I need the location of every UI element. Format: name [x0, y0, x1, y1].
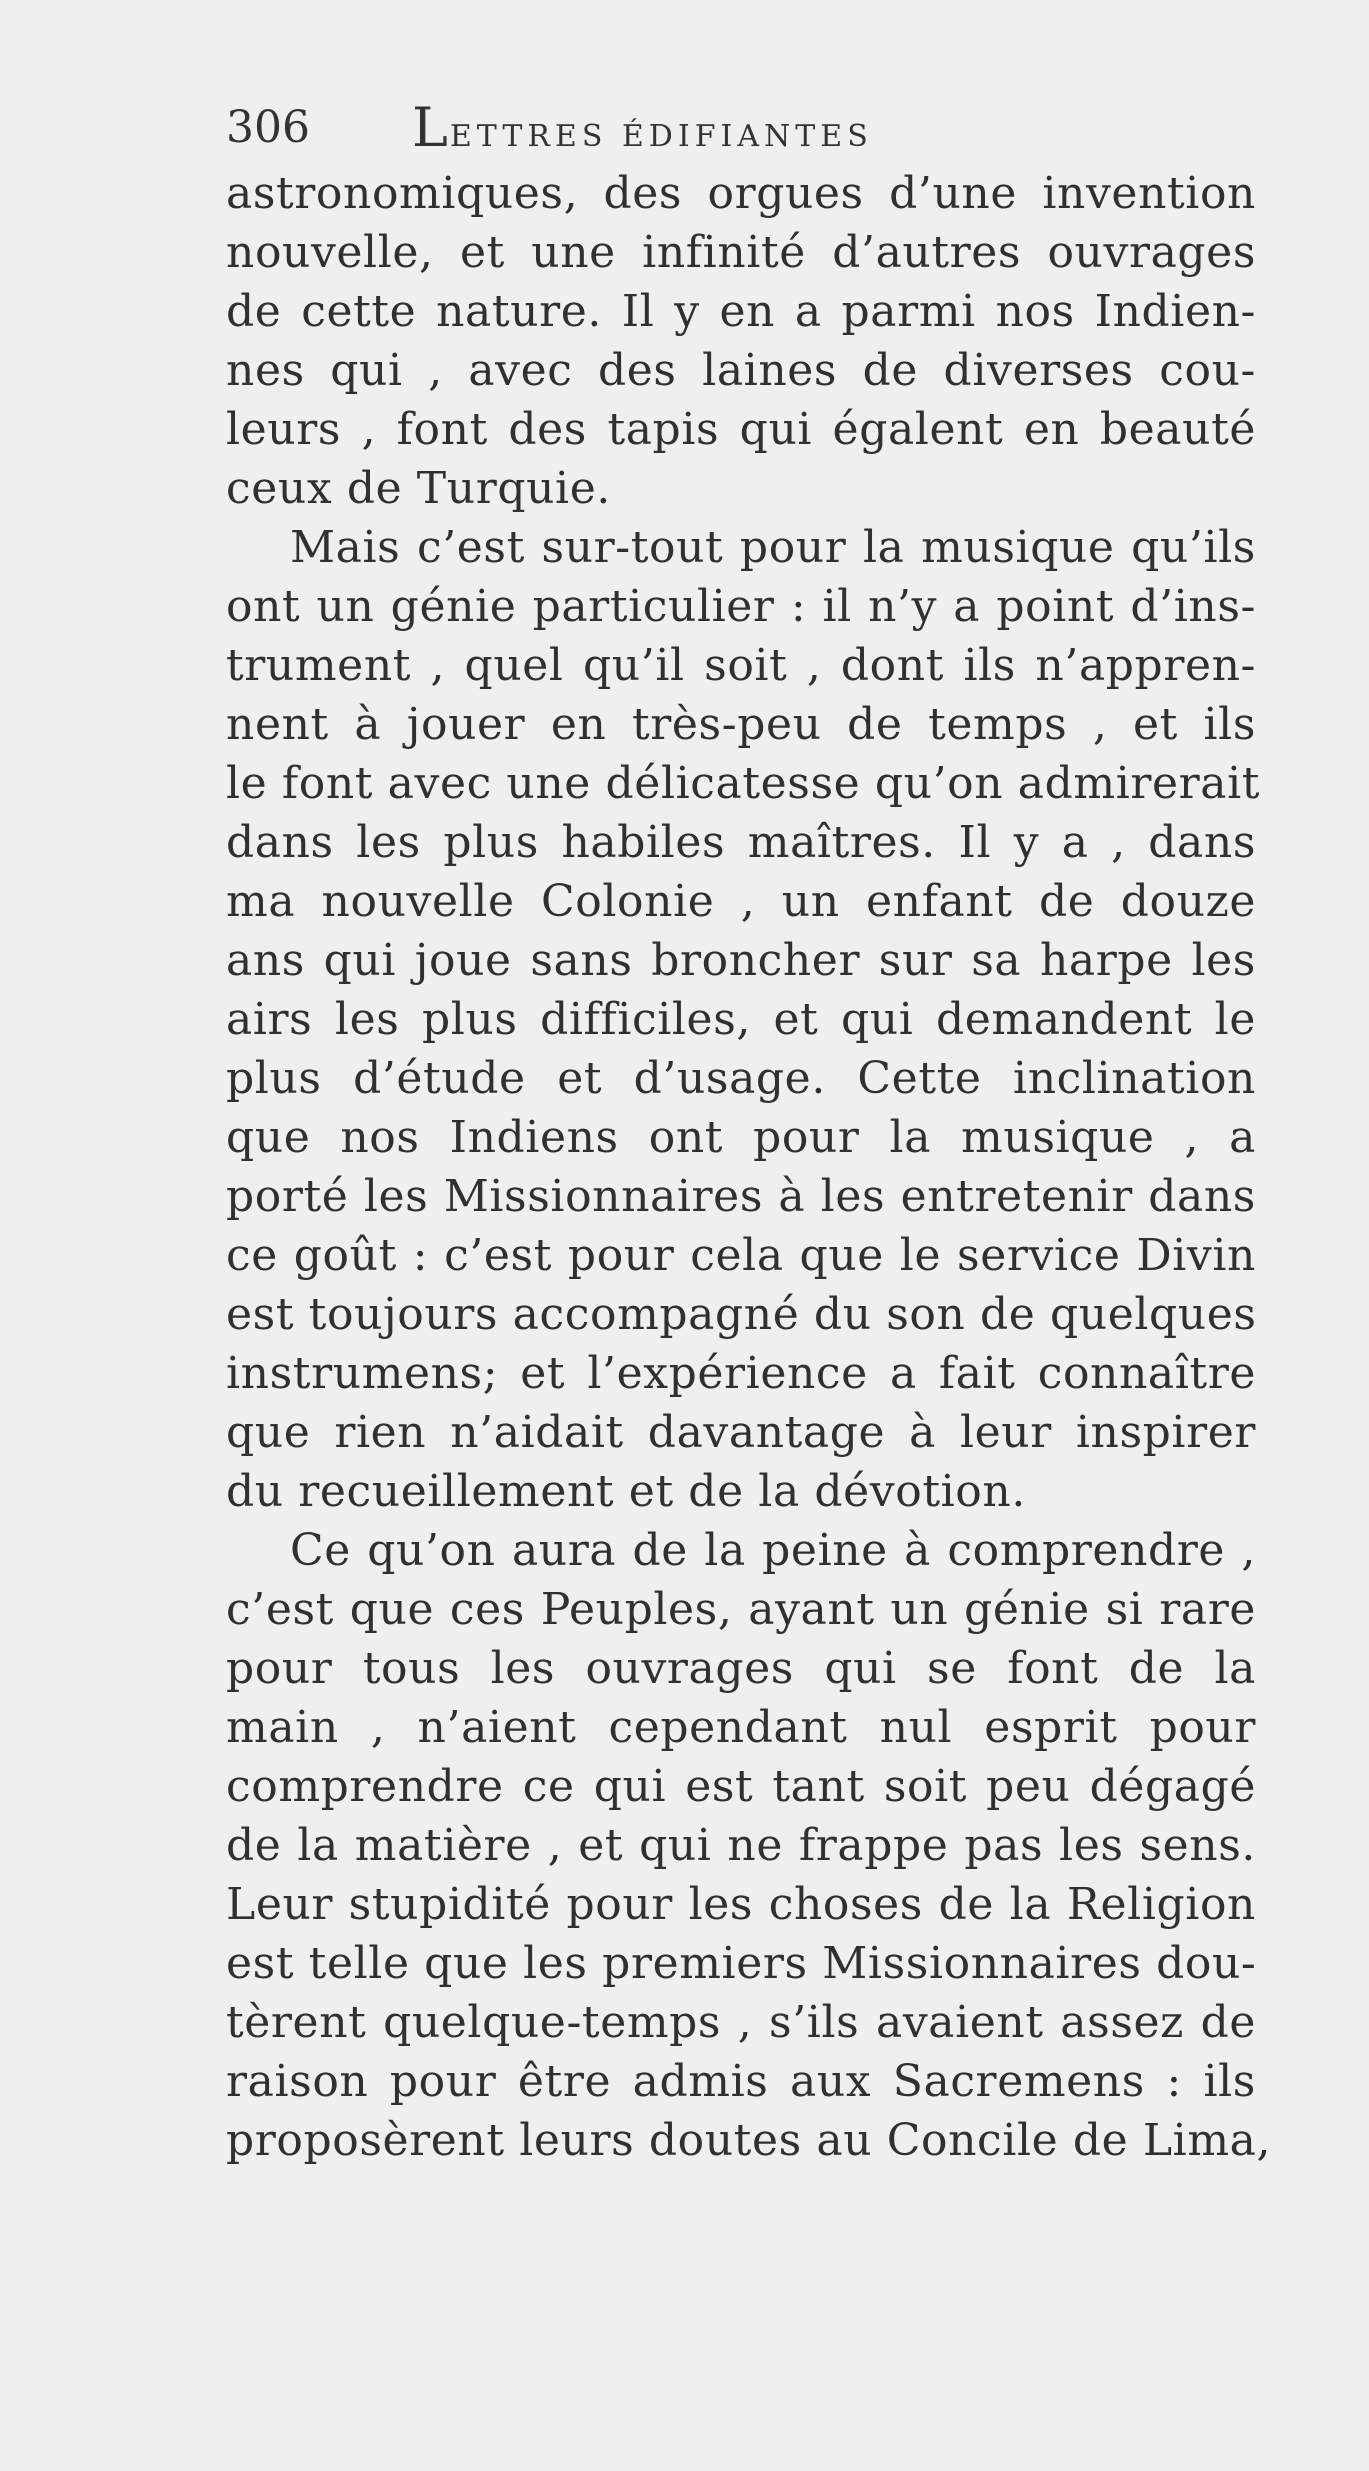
text-line: est telle que les premiers Missionnaires dou-	[226, 1938, 1257, 1989]
text-line: airs les plus difficiles, et qui demandent le	[226, 994, 1256, 1045]
text-line: ont un génie particulier : il n’y a point d’ins-	[226, 581, 1256, 632]
text-line: instrumens; et l’expérience a fait connaître	[226, 1348, 1256, 1399]
text-line: nent à jouer en très-peu de temps , et ils	[226, 699, 1256, 750]
text-line: ce goût : c’est pour cela que le service Divin	[226, 1230, 1256, 1281]
text-line: ma nouvelle Colonie , un enfant de douze	[226, 876, 1256, 927]
page-header	[226, 96, 1126, 160]
text-line: le font avec une délicatesse qu’on admirerait	[226, 758, 1261, 809]
running-title-rest: ETTRES ÉDIFIANTES	[449, 119, 873, 154]
text-line: Ce qu’on aura de la peine à comprendre ,	[290, 1525, 1256, 1576]
text-line: que rien n’aidait davantage à leur inspirer	[226, 1407, 1256, 1458]
text-line: nes qui , avec des laines de diverses cou-	[226, 345, 1256, 396]
text-line: proposèrent leurs doutes au Concile de Lima,	[226, 2115, 1272, 2166]
text-line: nouvelle, et une infinité d’autres ouvrages	[226, 227, 1256, 278]
text-line: du recueillement et de la dévotion.	[226, 1466, 1026, 1517]
text-line: de cette nature. Il y en a parmi nos Indien-	[226, 286, 1256, 337]
running-title	[412, 96, 873, 165]
text-line: raison pour être admis aux Sacremens : ils	[226, 2056, 1256, 2107]
text-line: Mais c’est sur-tout pour la musique qu’ils	[290, 522, 1256, 573]
text-line: plus d’étude et d’usage. Cette inclination	[226, 1053, 1256, 1104]
text-line: est toujours accompagné du son de quelques	[226, 1289, 1257, 1340]
text-line: main , n’aient cependant nul esprit pour	[226, 1702, 1256, 1753]
page-number: 306	[226, 102, 310, 153]
text-line: porté les Missionnaires à les entretenir dans	[226, 1171, 1256, 1222]
text-line: leurs , font des tapis qui égalent en beauté	[226, 404, 1256, 455]
text-line: pour tous les ouvrages qui se font de la	[226, 1643, 1256, 1694]
text-line: Leur stupidité pour les choses de la Religion	[226, 1879, 1256, 1930]
text-line: dans les plus habiles maîtres. Il y a , dans	[226, 817, 1256, 868]
text-line: c’est que ces Peuples, ayant un génie si rare	[226, 1584, 1256, 1635]
body-text	[226, 164, 1272, 2170]
text-line: que nos Indiens ont pour la musique , a	[226, 1112, 1256, 1163]
text-line: trument , quel qu’il soit , dont ils n’appren-	[226, 640, 1256, 691]
text-line: tèrent quelque-temps , s’ils avaient assez de	[226, 1997, 1256, 2048]
text-line: de la matière , et qui ne frappe pas les sens.	[226, 1820, 1256, 1871]
running-title-initial: L	[412, 96, 450, 159]
text-line: comprendre ce qui est tant soit peu dégagé	[226, 1761, 1256, 1812]
text-line: astronomiques, des orgues d’une invention	[226, 168, 1256, 219]
text-line: ceux de Turquie.	[226, 463, 611, 514]
text-line: ans qui joue sans broncher sur sa harpe les	[226, 935, 1256, 986]
